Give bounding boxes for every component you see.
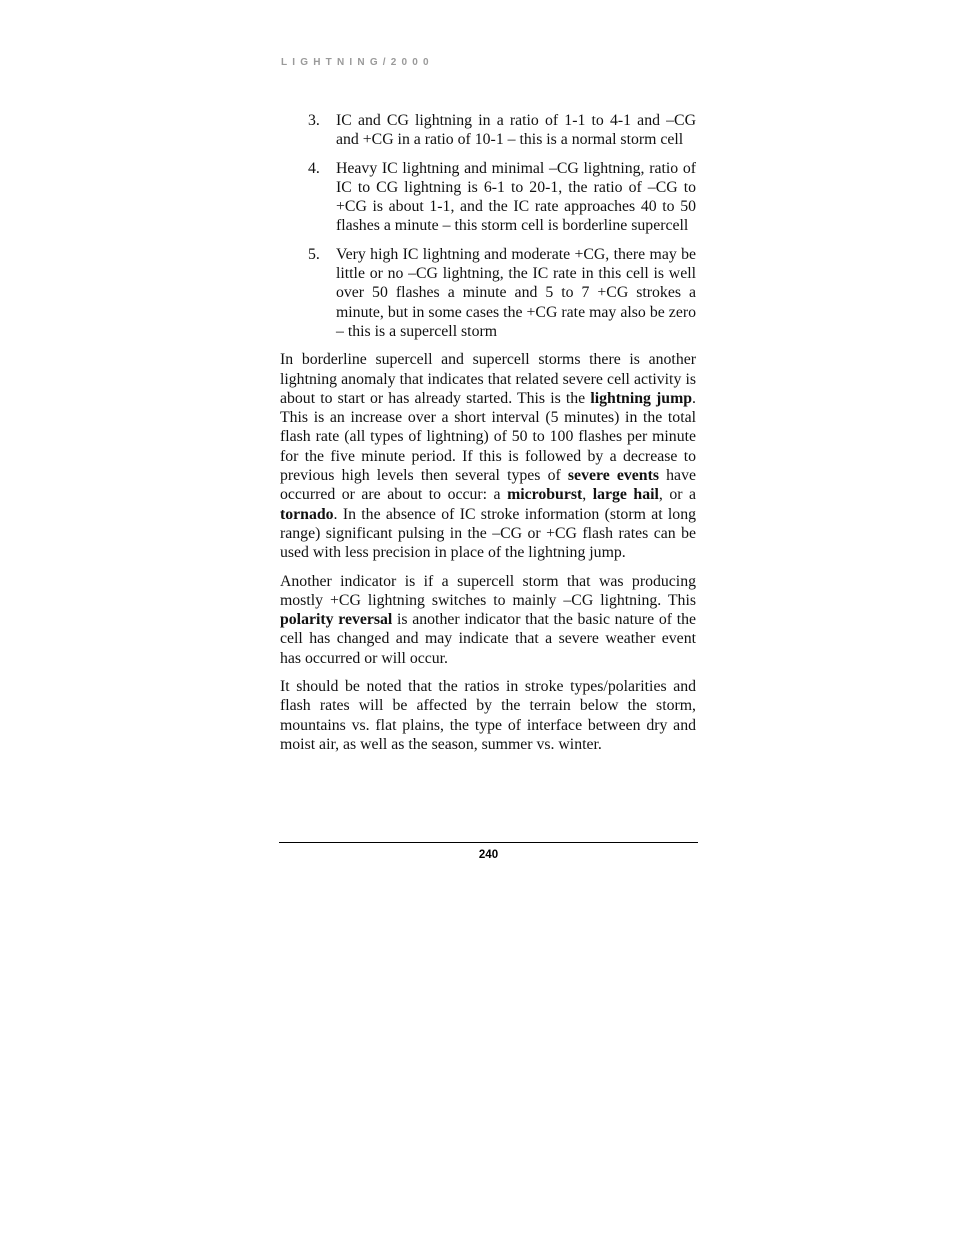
text-run: . This is an increase over a short interval (5 minutes) in the total flash rate (all types of lightning) of 50 to 100 flashes per minute for the five minute period. If this is followed by a decrease to previous high levels then several types of bbox=[280, 389, 696, 485]
text-run: . In the absence of IC stroke information (storm at long range) significant pulsing in the –CG or +CG flash rates can be used with less precision in place of the lightning jump. bbox=[280, 505, 696, 562]
text-run: , or a bbox=[658, 486, 696, 504]
list-item-number: 4. bbox=[308, 159, 320, 177]
term-large-hail: large hail bbox=[592, 486, 659, 504]
text-run: In borderline supercell and supercell storms there is another lightning anomaly that indicates that related severe cell activity is about to start or has already started. This is the bbox=[280, 351, 696, 407]
footer-rule bbox=[279, 842, 698, 843]
paragraph-lightning-jump bbox=[280, 350, 696, 562]
text-run: have occurred or are about to occur: a bbox=[280, 467, 696, 504]
list-item-number: 5. bbox=[308, 245, 320, 263]
list-item-number: 3. bbox=[308, 112, 320, 129]
list-item bbox=[280, 245, 696, 341]
term-tornado: tornado bbox=[280, 505, 334, 523]
list-item-text: Very high IC lightning and moderate +CG, there may be little or no –CG lightning, the IC rate in this cell is well over 50 flashes a minute and 5 to 7 +CG strokes a minute, but in some cases the +CG rate may also be zero – this is a supercell storm bbox=[336, 245, 696, 340]
text-run: , bbox=[582, 486, 593, 504]
term-microburst: microburst bbox=[507, 486, 583, 504]
list-item-text: Heavy IC lightning and minimal –CG lightning, ratio of IC to CG lightning is 6-1 to 20-1, the ratio of –CG to +CG is about 1-1, and the IC rate approaches 40 to 50 flashes a minute – this storm cell is borderline supercell bbox=[336, 159, 696, 235]
page-number: 240 bbox=[478, 849, 499, 861]
page-body bbox=[280, 111, 696, 763]
term-polarity-reversal: polarity reversal bbox=[280, 611, 393, 629]
paragraph-terrain-note: It should be noted that the ratios in stroke types/polarities and flash rates will be affected by the terrain below the storm, mountains vs. flat plains, the type of interface between dry and moist air, as well as the season, summer vs. winter. bbox=[280, 678, 696, 753]
term-severe-events: severe events bbox=[567, 467, 659, 485]
term-lightning-jump: lightning jump bbox=[590, 389, 693, 407]
paragraph-polarity-reversal bbox=[280, 572, 696, 668]
list-item bbox=[280, 159, 696, 236]
text-run: is another indicator that the basic nature of the cell has changed and may indicate that a severe weather event has occurred or will occur. bbox=[280, 611, 696, 667]
text-run: Another indicator is if a supercell storm that was producing mostly +CG lightning switches to mainly –CG lightning. This bbox=[280, 572, 696, 609]
list-item-text: IC and CG lightning in a ratio of 1-1 to 4-1 and –CG and +CG in a ratio of 10-1 – this is a normal storm cell bbox=[336, 112, 696, 149]
list-item bbox=[280, 111, 696, 150]
running-header: LIGHTNING/2000 bbox=[281, 57, 434, 68]
